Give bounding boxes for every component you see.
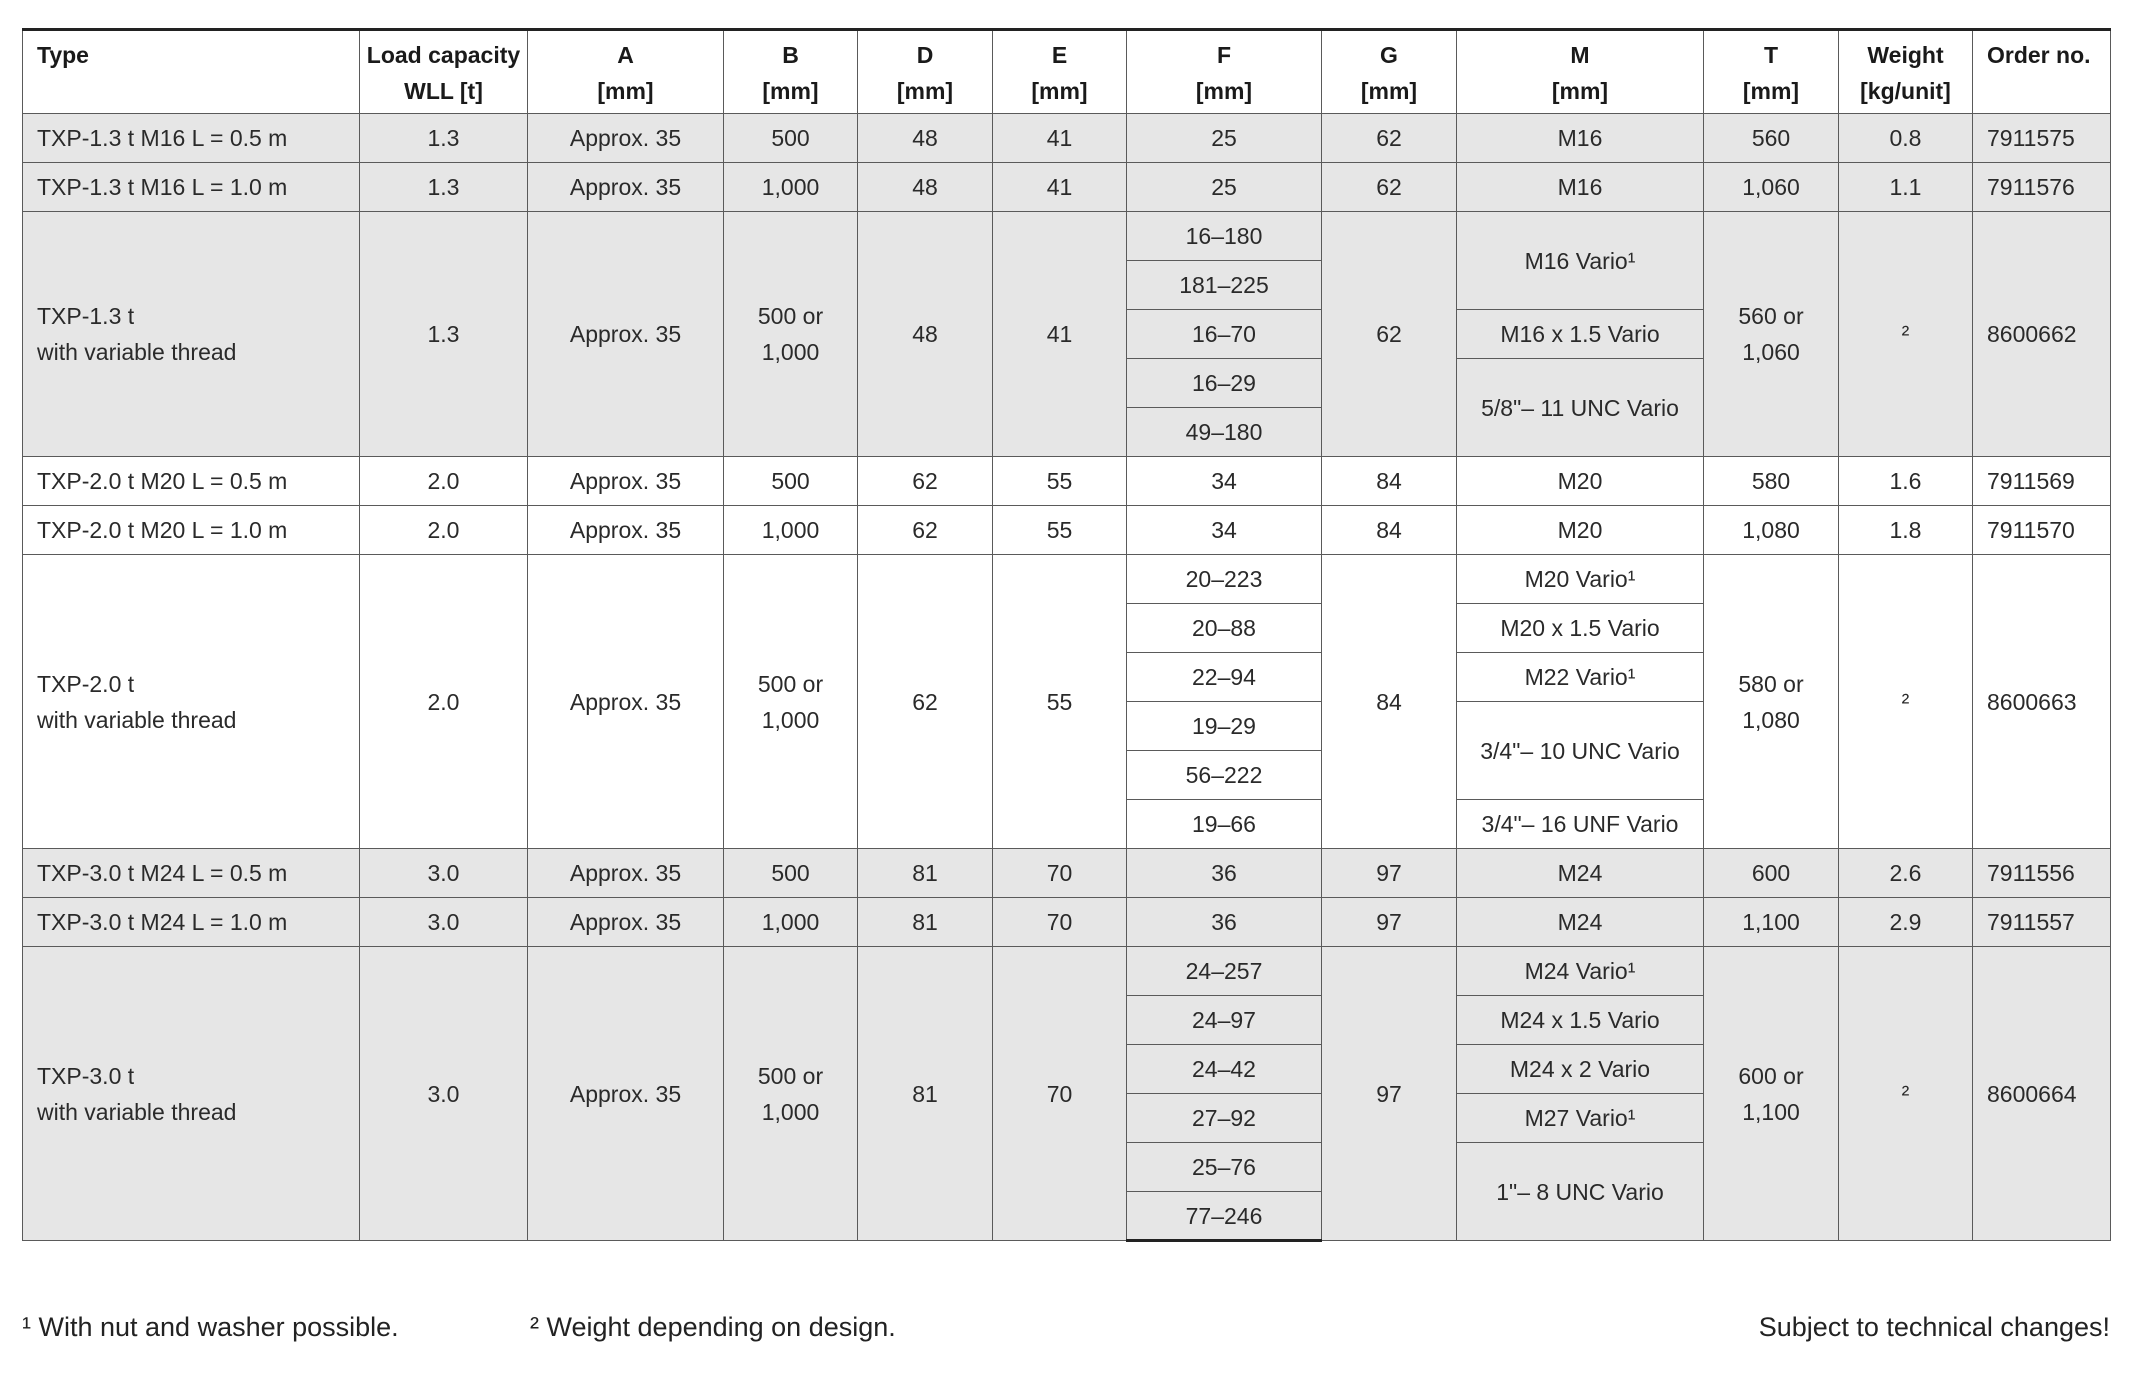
cell-f: 20–223: [1127, 555, 1322, 604]
cell-f: 16–29: [1127, 359, 1322, 408]
cell-a: Approx. 35: [528, 898, 724, 947]
cell-f: 25–76: [1127, 1143, 1322, 1192]
cell-b: 500 or 1,000: [724, 212, 858, 457]
cell-weight: 1.6: [1839, 457, 1973, 506]
cell-f: 25: [1127, 114, 1322, 163]
cell-weight: 1.1: [1839, 163, 1973, 212]
cell-e: 70: [993, 947, 1127, 1241]
cell-g: 97: [1322, 947, 1457, 1241]
cell-f: 19–29: [1127, 702, 1322, 751]
cell-order-no: 7911569: [1973, 457, 2111, 506]
cell-f: 77–246: [1127, 1192, 1322, 1241]
cell-e: 41: [993, 163, 1127, 212]
col-header-b: B [mm]: [724, 30, 858, 114]
cell-wll: 3.0: [360, 849, 528, 898]
cell-a: Approx. 35: [528, 212, 724, 457]
cell-a: Approx. 35: [528, 114, 724, 163]
cell-weight: ²: [1839, 555, 1973, 849]
cell-b: 500 or 1,000: [724, 555, 858, 849]
cell-f: 16–180: [1127, 212, 1322, 261]
cell-type: TXP-1.3 t M16 L = 0.5 m: [23, 114, 360, 163]
cell-f: 25: [1127, 163, 1322, 212]
spec-table: [22, 28, 2111, 1242]
cell-type: TXP-3.0 t M24 L = 1.0 m: [23, 898, 360, 947]
cell-e: 41: [993, 212, 1127, 457]
cell-m: 3/4"– 10 UNC Vario: [1457, 702, 1704, 800]
cell-t: 600: [1704, 849, 1839, 898]
cell-type: TXP-2.0 t M20 L = 0.5 m: [23, 457, 360, 506]
cell-t: 580: [1704, 457, 1839, 506]
col-header-order-no: Order no.: [1973, 30, 2111, 114]
cell-a: Approx. 35: [528, 849, 724, 898]
cell-weight: 2.9: [1839, 898, 1973, 947]
cell-e: 70: [993, 849, 1127, 898]
table-row: [23, 163, 2111, 212]
cell-type: TXP-2.0 t with variable thread: [23, 555, 360, 849]
cell-t: 1,080: [1704, 506, 1839, 555]
cell-f: 24–257: [1127, 947, 1322, 996]
cell-e: 70: [993, 898, 1127, 947]
cell-m: M24 Vario¹: [1457, 947, 1704, 996]
table-row: [23, 555, 2111, 604]
cell-weight: 1.8: [1839, 506, 1973, 555]
cell-weight: ²: [1839, 212, 1973, 457]
cell-m: 1"– 8 UNC Vario: [1457, 1143, 1704, 1241]
cell-b: 1,000: [724, 898, 858, 947]
cell-m: 3/4"– 16 UNF Vario: [1457, 800, 1704, 849]
cell-t: 1,060: [1704, 163, 1839, 212]
cell-m: 5/8"– 11 UNC Vario: [1457, 359, 1704, 457]
cell-f: 34: [1127, 457, 1322, 506]
cell-m: M20: [1457, 457, 1704, 506]
footnote-2: ² Weight depending on design.: [530, 1312, 896, 1342]
cell-wll: 2.0: [360, 555, 528, 849]
cell-type: TXP-1.3 t M16 L = 1.0 m: [23, 163, 360, 212]
cell-f: 36: [1127, 849, 1322, 898]
cell-type: TXP-2.0 t M20 L = 1.0 m: [23, 506, 360, 555]
technical-changes-note: Subject to technical changes!: [1758, 1312, 2110, 1342]
cell-order-no: 7911575: [1973, 114, 2111, 163]
cell-weight: ²: [1839, 947, 1973, 1241]
table-row: [23, 947, 2111, 996]
cell-b: 500: [724, 457, 858, 506]
cell-wll: 3.0: [360, 898, 528, 947]
cell-b: 500: [724, 114, 858, 163]
cell-weight: 2.6: [1839, 849, 1973, 898]
cell-wll: 3.0: [360, 947, 528, 1241]
cell-type: TXP-3.0 t M24 L = 0.5 m: [23, 849, 360, 898]
cell-f: 20–88: [1127, 604, 1322, 653]
cell-m: M16: [1457, 163, 1704, 212]
cell-wll: 2.0: [360, 506, 528, 555]
cell-f: 56–222: [1127, 751, 1322, 800]
cell-d: 62: [858, 506, 993, 555]
cell-a: Approx. 35: [528, 457, 724, 506]
cell-wll: 2.0: [360, 457, 528, 506]
table-row: [23, 506, 2111, 555]
col-header-m: M [mm]: [1457, 30, 1704, 114]
spec-table-container: [22, 28, 2110, 1242]
cell-f: 16–70: [1127, 310, 1322, 359]
cell-f: 24–97: [1127, 996, 1322, 1045]
cell-e: 55: [993, 457, 1127, 506]
cell-wll: 1.3: [360, 163, 528, 212]
cell-e: 55: [993, 555, 1127, 849]
cell-m: M24 x 2 Vario: [1457, 1045, 1704, 1094]
header-row: [23, 30, 2111, 114]
cell-f: 22–94: [1127, 653, 1322, 702]
col-header-t: T [mm]: [1704, 30, 1839, 114]
cell-d: 62: [858, 457, 993, 506]
cell-e: 41: [993, 114, 1127, 163]
cell-order-no: 7911576: [1973, 163, 2111, 212]
cell-m: M24: [1457, 849, 1704, 898]
footer-notes: [22, 1312, 2110, 1352]
cell-t: 1,100: [1704, 898, 1839, 947]
cell-m: M27 Vario¹: [1457, 1094, 1704, 1143]
cell-f: 181–225: [1127, 261, 1322, 310]
cell-f: 34: [1127, 506, 1322, 555]
cell-g: 84: [1322, 457, 1457, 506]
cell-g: 62: [1322, 163, 1457, 212]
cell-a: Approx. 35: [528, 555, 724, 849]
cell-m: M22 Vario¹: [1457, 653, 1704, 702]
cell-order-no: 7911570: [1973, 506, 2111, 555]
cell-a: Approx. 35: [528, 947, 724, 1241]
cell-order-no: 8600662: [1973, 212, 2111, 457]
cell-order-no: 8600664: [1973, 947, 2111, 1241]
cell-g: 62: [1322, 212, 1457, 457]
cell-a: Approx. 35: [528, 163, 724, 212]
cell-d: 48: [858, 114, 993, 163]
cell-m: M20: [1457, 506, 1704, 555]
cell-m: M16 x 1.5 Vario: [1457, 310, 1704, 359]
cell-e: 55: [993, 506, 1127, 555]
col-header-g: G [mm]: [1322, 30, 1457, 114]
cell-b: 500: [724, 849, 858, 898]
table-row: [23, 212, 2111, 261]
cell-g: 84: [1322, 506, 1457, 555]
cell-t: 560 or 1,060: [1704, 212, 1839, 457]
cell-d: 81: [858, 898, 993, 947]
cell-weight: 0.8: [1839, 114, 1973, 163]
cell-m: M24 x 1.5 Vario: [1457, 996, 1704, 1045]
cell-f: 24–42: [1127, 1045, 1322, 1094]
col-header-type: Type: [23, 30, 360, 114]
cell-f: 36: [1127, 898, 1322, 947]
cell-order-no: 7911557: [1973, 898, 2111, 947]
cell-b: 1,000: [724, 506, 858, 555]
footnote-1: ¹ With nut and washer possible.: [22, 1312, 399, 1342]
table-row: [23, 457, 2111, 506]
cell-t: 560: [1704, 114, 1839, 163]
cell-a: Approx. 35: [528, 506, 724, 555]
cell-m: M20 x 1.5 Vario: [1457, 604, 1704, 653]
cell-d: 48: [858, 163, 993, 212]
cell-g: 97: [1322, 898, 1457, 947]
cell-t: 600 or 1,100: [1704, 947, 1839, 1241]
cell-m: M24: [1457, 898, 1704, 947]
cell-f: 27–92: [1127, 1094, 1322, 1143]
cell-d: 62: [858, 555, 993, 849]
col-header-weight: Weight [kg/unit]: [1839, 30, 1973, 114]
col-header-load-capacity: Load capacity WLL [t]: [360, 30, 528, 114]
cell-order-no: 7911556: [1973, 849, 2111, 898]
cell-b: 1,000: [724, 163, 858, 212]
cell-d: 81: [858, 849, 993, 898]
cell-m: M16 Vario¹: [1457, 212, 1704, 310]
cell-g: 62: [1322, 114, 1457, 163]
table-row: [23, 898, 2111, 947]
cell-d: 48: [858, 212, 993, 457]
cell-g: 84: [1322, 555, 1457, 849]
cell-d: 81: [858, 947, 993, 1241]
cell-f: 49–180: [1127, 408, 1322, 457]
cell-type: TXP-3.0 t with variable thread: [23, 947, 360, 1241]
cell-m: M16: [1457, 114, 1704, 163]
col-header-e: E [mm]: [993, 30, 1127, 114]
cell-t: 580 or 1,080: [1704, 555, 1839, 849]
cell-g: 97: [1322, 849, 1457, 898]
cell-wll: 1.3: [360, 114, 528, 163]
cell-order-no: 8600663: [1973, 555, 2111, 849]
cell-wll: 1.3: [360, 212, 528, 457]
cell-m: M20 Vario¹: [1457, 555, 1704, 604]
col-header-f: F [mm]: [1127, 30, 1322, 114]
col-header-a: A [mm]: [528, 30, 724, 114]
cell-b: 500 or 1,000: [724, 947, 858, 1241]
table-row: [23, 849, 2111, 898]
cell-type: TXP-1.3 t with variable thread: [23, 212, 360, 457]
table-row: [23, 114, 2111, 163]
col-header-d: D [mm]: [858, 30, 993, 114]
cell-f: 19–66: [1127, 800, 1322, 849]
